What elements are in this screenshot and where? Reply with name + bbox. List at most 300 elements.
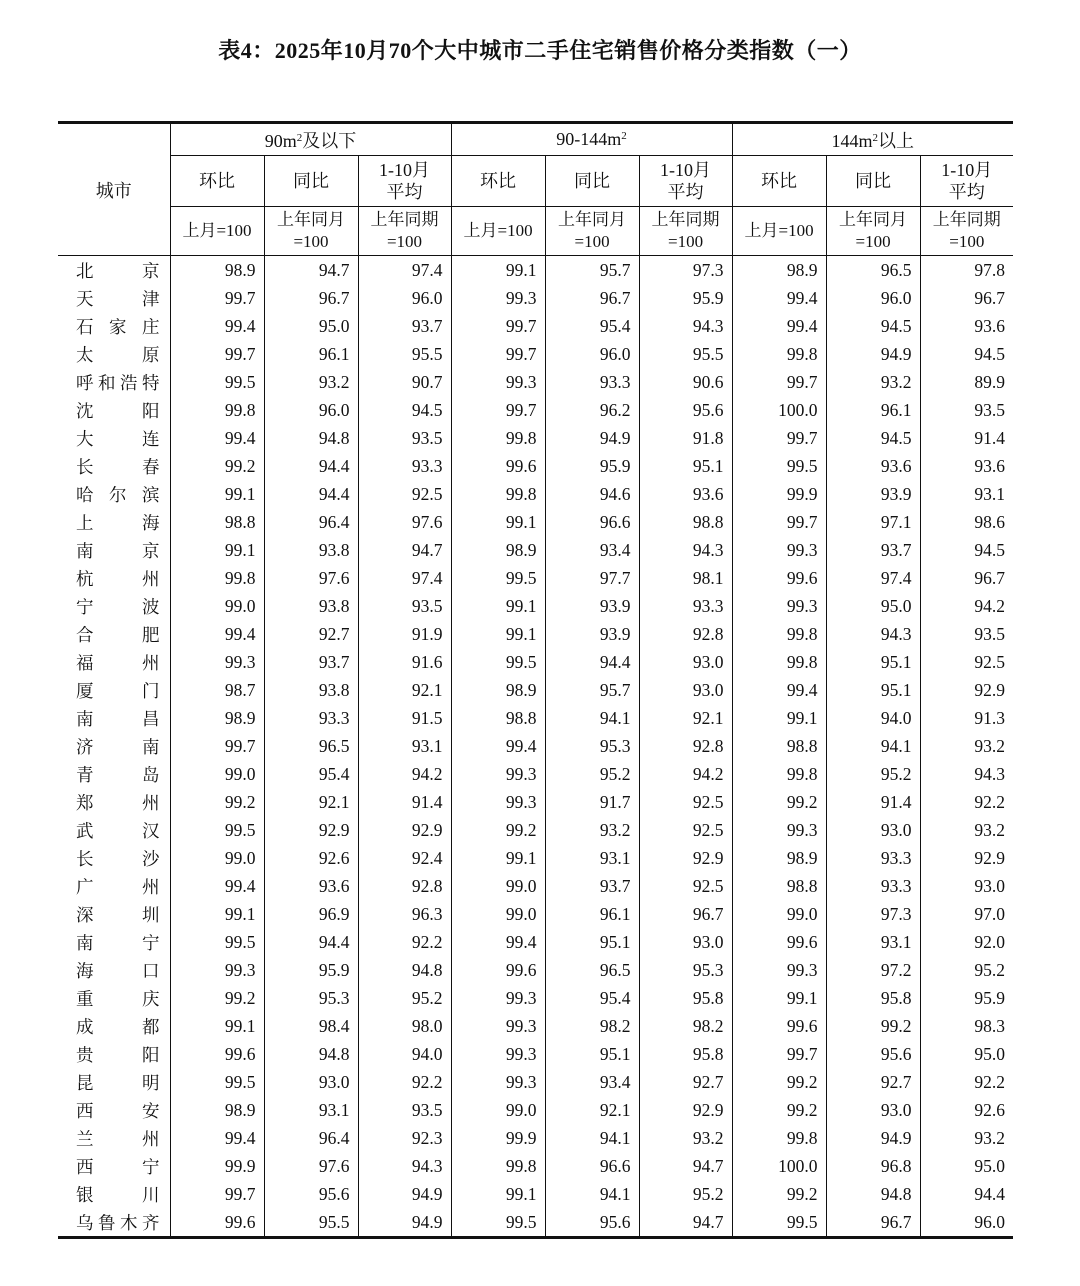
index-value: 99.2 [732,1068,826,1096]
index-value: 95.2 [545,760,639,788]
index-value: 92.8 [639,620,732,648]
index-value: 98.8 [732,732,826,760]
table-row [58,620,1013,648]
city-column-header: 城市 [58,123,170,256]
price-index-table [58,121,1013,1239]
index-value: 99.3 [451,984,545,1012]
city-name: 哈尔滨 [58,480,170,508]
index-value: 94.3 [826,620,920,648]
index-value: 93.5 [358,592,451,620]
index-value: 99.6 [170,1208,264,1238]
index-value: 96.0 [826,284,920,312]
index-value: 94.1 [826,732,920,760]
index-value: 92.9 [264,816,358,844]
index-value: 99.5 [170,928,264,956]
index-value: 91.4 [358,788,451,816]
index-value: 96.5 [826,256,920,285]
index-value: 97.4 [358,564,451,592]
city-name: 南宁 [58,928,170,956]
index-value: 99.4 [451,732,545,760]
city-name: 西安 [58,1096,170,1124]
table-row [58,732,1013,760]
index-value: 99.6 [451,956,545,984]
index-value: 99.3 [451,368,545,396]
index-value: 92.2 [920,788,1013,816]
index-value: 99.0 [451,900,545,928]
index-value: 92.4 [358,844,451,872]
city-name: 长沙 [58,844,170,872]
index-value: 93.1 [920,480,1013,508]
index-value: 92.0 [920,928,1013,956]
index-value: 99.8 [732,1124,826,1152]
index-value: 94.1 [545,1180,639,1208]
index-value: 93.0 [920,872,1013,900]
index-value: 98.2 [545,1012,639,1040]
col-header-mom: 环比 [451,156,545,207]
index-value: 93.3 [826,872,920,900]
index-value: 95.7 [545,256,639,285]
base-yoy-line1: 上年同月 [558,210,627,229]
index-value: 99.4 [170,424,264,452]
index-value: 98.9 [170,1096,264,1124]
index-value: 92.7 [826,1068,920,1096]
table-row [58,536,1013,564]
index-value: 94.2 [639,760,732,788]
index-value: 99.3 [170,956,264,984]
index-value: 92.2 [920,1068,1013,1096]
index-value: 98.8 [639,508,732,536]
index-value: 90.6 [639,368,732,396]
index-value: 96.1 [826,396,920,424]
index-value: 96.3 [358,900,451,928]
table-row [58,396,1013,424]
index-value: 99.7 [451,340,545,368]
index-value: 95.1 [545,928,639,956]
index-value: 93.3 [264,704,358,732]
city-name: 济南 [58,732,170,760]
index-value: 98.9 [732,844,826,872]
index-value: 99.4 [732,312,826,340]
index-value: 95.9 [264,956,358,984]
index-value: 96.0 [358,284,451,312]
index-value: 94.7 [264,256,358,285]
index-value: 99.2 [732,1180,826,1208]
table-row [58,592,1013,620]
index-value: 95.4 [545,312,639,340]
index-value: 95.2 [920,956,1013,984]
index-value: 99.3 [451,788,545,816]
index-value: 99.3 [451,284,545,312]
index-value: 94.9 [358,1180,451,1208]
base-yoy-line2: =100 [574,232,610,251]
index-value: 95.9 [920,984,1013,1012]
index-value: 96.5 [264,732,358,760]
index-value: 92.1 [545,1096,639,1124]
index-value: 92.9 [358,816,451,844]
city-name: 沈阳 [58,396,170,424]
index-value: 99.6 [732,564,826,592]
index-value: 98.4 [264,1012,358,1040]
col-header-avg-line2: 平均 [948,182,985,202]
group-header-large: $144m^2$以上 [732,123,1013,156]
index-value: 99.7 [732,508,826,536]
index-value: 92.5 [920,648,1013,676]
index-value: 99.3 [732,592,826,620]
index-value: 99.1 [451,1180,545,1208]
index-value: 99.5 [732,452,826,480]
city-name: 南京 [58,536,170,564]
index-value: 94.5 [920,536,1013,564]
index-value: 97.6 [358,508,451,536]
index-value: 96.7 [920,564,1013,592]
base-yoy-line1: 上年同月 [839,210,908,229]
city-name: 兰州 [58,1124,170,1152]
index-value: 92.1 [264,788,358,816]
col-header-yoy: 同比 [545,156,639,207]
index-value: 96.7 [920,284,1013,312]
index-value: 93.5 [920,620,1013,648]
index-value: 99.3 [732,816,826,844]
index-value: 98.8 [170,508,264,536]
index-value: 99.2 [170,452,264,480]
index-value: 99.4 [732,676,826,704]
table-row [58,872,1013,900]
col-header-yoy: 同比 [826,156,920,207]
index-value: 95.4 [264,760,358,788]
index-value: 93.0 [639,648,732,676]
index-value: 99.6 [732,928,826,956]
city-name: 南昌 [58,704,170,732]
table-row [58,1208,1013,1238]
index-value: 95.9 [545,452,639,480]
index-value: 99.0 [170,844,264,872]
index-value: 94.5 [358,396,451,424]
base-avg-line2: =100 [667,232,704,251]
city-name: 北京 [58,256,170,285]
index-value: 93.0 [826,1096,920,1124]
base-avg-line1: 上年同期 [370,210,439,229]
table-row [58,508,1013,536]
base-avg-line1: 上年同期 [932,210,1001,229]
index-value: 95.4 [545,984,639,1012]
col-header-avg-line2: 平均 [386,182,423,202]
index-value: 93.1 [826,928,920,956]
index-value: 99.4 [170,1124,264,1152]
city-name: 厦门 [58,676,170,704]
index-value: 99.8 [170,396,264,424]
index-value: 99.8 [732,648,826,676]
index-value: 99.8 [732,760,826,788]
index-value: 93.4 [545,536,639,564]
index-value: 99.3 [732,536,826,564]
index-value: 93.0 [264,1068,358,1096]
index-value: 95.0 [920,1152,1013,1180]
col-header-avg [358,156,451,207]
index-value: 99.1 [451,844,545,872]
group-header-medium: $90-144m^2$ [451,123,732,156]
index-value: 93.7 [545,872,639,900]
index-value: 99.4 [451,928,545,956]
col-header-yoy: 同比 [264,156,358,207]
index-value: 96.5 [545,956,639,984]
col-header-avg-line1: 1-10月 [660,160,712,180]
index-value: 99.1 [451,620,545,648]
index-value: 93.3 [826,844,920,872]
city-name: 大连 [58,424,170,452]
index-value: 96.4 [264,508,358,536]
index-value: 92.2 [358,928,451,956]
index-value: 99.1 [451,508,545,536]
index-value: 99.0 [170,760,264,788]
index-value: 92.1 [358,676,451,704]
city-name: 呼和浩特 [58,368,170,396]
index-value: 94.4 [264,480,358,508]
index-value: 93.7 [264,648,358,676]
city-name: 杭州 [58,564,170,592]
index-value: 94.2 [358,760,451,788]
index-value: 94.6 [545,480,639,508]
city-name: 福州 [58,648,170,676]
index-value: 99.1 [170,536,264,564]
page-title: 表4：2025年10月70个大中城市二手住宅销售价格分类指数（一） [218,38,862,63]
index-value: 93.6 [264,872,358,900]
base-mom: 上月=100 [170,207,264,256]
index-value: 94.9 [545,424,639,452]
index-value: 92.8 [639,732,732,760]
index-value: 98.9 [451,536,545,564]
index-value: 95.3 [264,984,358,1012]
index-value: 92.6 [264,844,358,872]
index-value: 99.4 [170,620,264,648]
index-value: 93.9 [826,480,920,508]
index-value: 93.2 [639,1124,732,1152]
index-value: 95.6 [264,1180,358,1208]
index-value: 99.3 [451,1040,545,1068]
index-value: 97.3 [826,900,920,928]
index-value: 99.7 [732,368,826,396]
city-name: 郑州 [58,788,170,816]
index-value: 93.5 [358,424,451,452]
index-value: 91.4 [920,424,1013,452]
index-value: 89.9 [920,368,1013,396]
index-value: 99.2 [170,788,264,816]
index-value: 92.5 [639,788,732,816]
index-value: 99.9 [451,1124,545,1152]
index-value: 92.3 [358,1124,451,1152]
index-value: 93.5 [920,396,1013,424]
index-value: 95.0 [264,312,358,340]
base-yoy [264,207,358,256]
index-value: 93.7 [358,312,451,340]
index-value: 95.9 [639,284,732,312]
col-header-avg-line1: 1-10月 [379,160,431,180]
index-value: 94.3 [358,1152,451,1180]
table-row [58,340,1013,368]
index-value: 99.5 [451,648,545,676]
index-value: 99.7 [170,1180,264,1208]
index-value: 99.0 [451,1096,545,1124]
city-name: 昆明 [58,1068,170,1096]
index-value: 96.0 [545,340,639,368]
index-value: 93.2 [920,1124,1013,1152]
index-value: 94.3 [920,760,1013,788]
index-value: 94.9 [826,340,920,368]
index-value: 99.2 [732,1096,826,1124]
index-value: 95.8 [826,984,920,1012]
index-value: 92.9 [920,844,1013,872]
index-value: 94.1 [545,704,639,732]
table-row [58,424,1013,452]
city-name: 深圳 [58,900,170,928]
index-value: 99.9 [732,480,826,508]
city-name: 乌鲁木齐 [58,1208,170,1238]
city-name: 广州 [58,872,170,900]
index-value: 98.7 [170,676,264,704]
index-value: 92.7 [264,620,358,648]
index-value: 96.1 [545,900,639,928]
index-value: 94.3 [639,312,732,340]
index-value: 95.2 [826,760,920,788]
index-value: 91.8 [639,424,732,452]
index-value: 95.1 [639,452,732,480]
index-value: 93.0 [826,816,920,844]
table-row [58,788,1013,816]
index-value: 98.2 [639,1012,732,1040]
table-row [58,956,1013,984]
index-value: 99.5 [170,368,264,396]
index-value: 95.6 [639,396,732,424]
index-value: 93.1 [358,732,451,760]
index-value: 93.6 [920,452,1013,480]
table-row [58,1012,1013,1040]
index-value: 92.5 [639,872,732,900]
index-value: 94.0 [358,1040,451,1068]
index-value: 95.5 [358,340,451,368]
city-name: 西宁 [58,1152,170,1180]
index-value: 94.0 [826,704,920,732]
index-value: 95.0 [826,592,920,620]
index-value: 93.6 [639,480,732,508]
index-value: 92.9 [639,844,732,872]
index-value: 99.5 [451,564,545,592]
table-row [58,648,1013,676]
table-row [58,900,1013,928]
index-value: 99.6 [170,1040,264,1068]
index-value: 99.3 [451,760,545,788]
index-value: 100.0 [732,1152,826,1180]
index-value: 94.5 [826,312,920,340]
index-value: 96.0 [264,396,358,424]
index-value: 99.1 [732,984,826,1012]
index-value: 99.0 [451,872,545,900]
city-name: 长春 [58,452,170,480]
index-value: 93.0 [639,928,732,956]
index-value: 95.5 [639,340,732,368]
index-value: 100.0 [732,396,826,424]
index-value: 99.2 [451,816,545,844]
base-yoy-line2: =100 [855,232,891,251]
index-value: 95.3 [639,956,732,984]
index-value: 94.4 [920,1180,1013,1208]
index-value: 96.9 [264,900,358,928]
city-name: 银川 [58,1180,170,1208]
index-value: 92.5 [358,480,451,508]
index-value: 96.0 [920,1208,1013,1238]
table-row [58,1096,1013,1124]
table-row [58,1068,1013,1096]
city-name: 海口 [58,956,170,984]
table-row [58,564,1013,592]
base-mom: 上月=100 [451,207,545,256]
table-row [58,984,1013,1012]
index-value: 95.3 [545,732,639,760]
index-value: 92.2 [358,1068,451,1096]
index-value: 91.7 [545,788,639,816]
index-value: 99.8 [451,480,545,508]
city-name: 合肥 [58,620,170,648]
index-value: 97.6 [264,564,358,592]
index-value: 95.6 [545,1208,639,1238]
index-value: 93.1 [264,1096,358,1124]
index-value: 99.2 [170,984,264,1012]
table-row [58,284,1013,312]
index-value: 96.7 [826,1208,920,1238]
index-value: 97.4 [826,564,920,592]
city-name: 宁波 [58,592,170,620]
index-value: 95.6 [826,1040,920,1068]
index-value: 93.3 [639,592,732,620]
index-value: 99.4 [732,284,826,312]
table-row [58,704,1013,732]
index-value: 93.6 [920,312,1013,340]
index-value: 93.7 [826,536,920,564]
table-row [58,760,1013,788]
base-avg [639,207,732,256]
index-value: 98.8 [732,872,826,900]
index-value: 91.3 [920,704,1013,732]
index-value: 95.0 [920,1040,1013,1068]
index-value: 99.1 [451,256,545,285]
index-value: 93.5 [358,1096,451,1124]
index-value: 93.2 [920,816,1013,844]
table-row [58,480,1013,508]
index-value: 99.7 [170,340,264,368]
index-value: 91.9 [358,620,451,648]
index-value: 94.9 [358,1208,451,1238]
index-value: 95.2 [358,984,451,1012]
col-header-avg [639,156,732,207]
index-value: 99.1 [451,592,545,620]
index-value: 99.8 [732,340,826,368]
index-value: 91.6 [358,648,451,676]
group-header-small: $90m^2$及以下 [170,123,451,156]
index-value: 99.4 [170,312,264,340]
index-value: 93.2 [920,732,1013,760]
col-header-mom: 环比 [732,156,826,207]
index-value: 98.9 [170,704,264,732]
index-value: 94.9 [826,1124,920,1152]
index-value: 93.1 [545,844,639,872]
index-value: 94.2 [920,592,1013,620]
index-value: 94.7 [358,536,451,564]
index-value: 99.5 [170,1068,264,1096]
index-value: 94.3 [639,536,732,564]
city-name: 成都 [58,1012,170,1040]
index-value: 99.2 [826,1012,920,1040]
index-value: 99.3 [732,956,826,984]
index-value: 94.8 [264,424,358,452]
index-value: 98.9 [732,256,826,285]
